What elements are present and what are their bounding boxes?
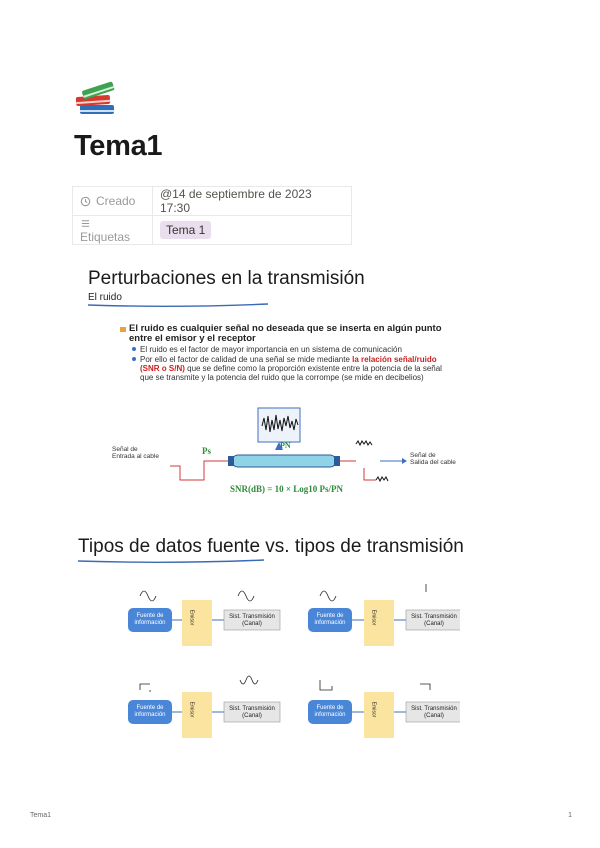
input-signal-label: Señal de Entrada al cable [112, 446, 159, 460]
slide-perturbaciones [74, 262, 494, 512]
slide-title: Perturbaciones en la transmisión [88, 268, 365, 289]
sub-bullet: El ruido es el factor de mayor importancia en un sistema de comunicación [120, 345, 450, 354]
channel-label: Sist. Transmisión (Canal) [229, 614, 275, 627]
transmission-types-diagram [120, 582, 460, 752]
property-key: Etiquetas [73, 216, 153, 245]
clock-icon [80, 196, 91, 207]
property-value-created[interactable]: @14 de septiembre de 2023 17:30 [153, 187, 352, 216]
property-value-tags[interactable] [153, 216, 352, 245]
channel-label: Sist. Transmisión (Canal) [411, 706, 457, 719]
slide-title: Tipos de datos fuente vs. tipos de transmisión [78, 536, 464, 557]
snr-formula: SNR(dB) = 10 × Log10 Ps/PN [230, 484, 344, 494]
page-number: 1 [568, 812, 572, 819]
footer-title: Tema1 [30, 812, 52, 819]
source-box-label: Fuente de información [314, 613, 346, 626]
ps-label: Ps [202, 446, 211, 456]
property-row-created [73, 187, 352, 216]
main-bullet: El ruido es cualquier señal no deseada que se inserta en algún punto entre el emisor y el receptor [120, 324, 450, 344]
channel-label: Sist. Transmisión (Canal) [411, 614, 457, 627]
underline-stroke [86, 302, 270, 308]
noise-diagram [114, 406, 454, 510]
source-box-label: Fuente de información [314, 705, 346, 718]
slide-subtitle: El ruido [88, 292, 122, 303]
books-icon [74, 80, 118, 120]
output-signal-label: Señal de Salida del cable [410, 452, 456, 466]
emitter-label: Emisor [370, 701, 377, 718]
source-box-label: Fuente de información [134, 705, 166, 718]
emitter-label: Emisor [188, 609, 195, 626]
property-key: Creado [73, 187, 153, 216]
page-title: Tema1 [74, 130, 163, 162]
emitter-label: Emisor [188, 701, 195, 718]
bullet-list [120, 324, 450, 382]
property-row-tags [73, 216, 352, 245]
channel-label: Sist. Transmisión (Canal) [229, 706, 275, 719]
sub-bullet: Por ello el factor de calidad de una señal se mide mediante la relación señal/ruido (SNR o S/N) que se define como la proporción existente entre la potencia de la señal que se transmite y la potencia del ruido que la corrompe (se mide en decibelios) [120, 355, 450, 382]
underline-stroke [76, 558, 266, 564]
slide-tipos-datos [74, 532, 494, 762]
source-box-label: Fuente de información [134, 613, 166, 626]
list-icon [80, 218, 91, 229]
properties-table [72, 186, 352, 245]
tag-badge[interactable]: Tema 1 [160, 221, 211, 239]
emitter-label: Emisor [370, 609, 377, 626]
pn-label: PN [280, 441, 291, 450]
